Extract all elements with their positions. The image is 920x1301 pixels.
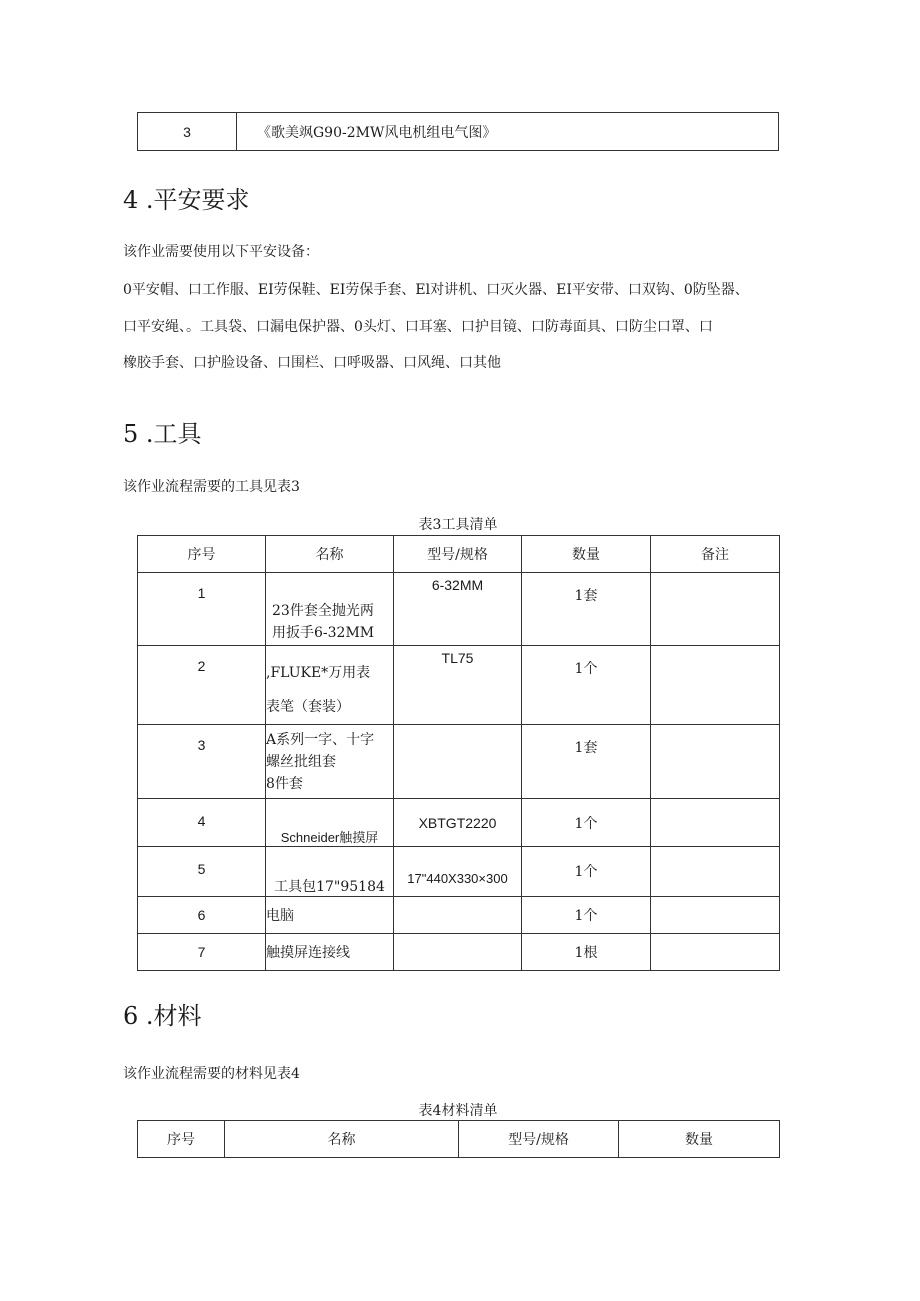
table-row <box>138 646 780 725</box>
header-qty: 数量 <box>522 536 651 573</box>
row-name-line: 触摸屏连接线 <box>266 945 350 961</box>
row-name <box>266 573 394 646</box>
row-note <box>651 799 780 847</box>
header-spec: 型号/规格 <box>394 536 522 573</box>
row-qty: 1个 <box>522 799 651 847</box>
section-5-intro: 该作业流程需要的工具见表3 <box>123 479 300 495</box>
row-no: 3 <box>138 725 266 799</box>
header-name: 名称 <box>266 536 394 573</box>
row-qty: 1套 <box>522 725 651 799</box>
row-no: 1 <box>138 573 266 646</box>
table-row <box>138 573 780 646</box>
row-name <box>266 847 394 897</box>
row-qty: 1套 <box>522 573 651 646</box>
header-qty: 数量 <box>619 1121 780 1158</box>
row-no: 2 <box>138 646 266 725</box>
row-note <box>651 646 780 725</box>
row-name-line: Schneider触摸屏 <box>280 830 379 845</box>
row-name <box>266 725 394 799</box>
row-name <box>266 646 394 725</box>
ref-no: 3 <box>138 113 237 151</box>
table-row <box>138 847 780 897</box>
equipment-line-3: 橡胶手套、口护脸设备、口围栏、口呼吸器、口风绳、口其他 <box>123 355 501 371</box>
row-name-line: ,FLUKE*万用表 <box>266 665 371 681</box>
tools-table-caption: 表3工具清单 <box>418 517 498 533</box>
reference-table <box>137 112 779 151</box>
row-spec <box>394 725 522 799</box>
row-spec: 6-32MM <box>394 573 522 646</box>
row-qty: 1个 <box>522 897 651 934</box>
header-name: 名称 <box>225 1121 459 1158</box>
row-name-line: 8件套 <box>266 776 303 792</box>
row-name-line: 23件套全抛光两 <box>272 603 374 619</box>
materials-table-caption: 表4材料清单 <box>418 1103 498 1119</box>
row-no: 4 <box>138 799 266 847</box>
tools-table <box>137 535 780 971</box>
table-header-row <box>138 1121 780 1158</box>
row-spec <box>394 897 522 934</box>
section-5-heading: 5 .工具 <box>123 420 202 448</box>
row-qty: 1个 <box>522 847 651 897</box>
row-name-line: 螺丝批组套 <box>266 754 336 770</box>
table-row <box>138 934 780 971</box>
table-row <box>138 897 780 934</box>
table-row <box>138 725 780 799</box>
header-no: 序号 <box>138 536 266 573</box>
row-note <box>651 847 780 897</box>
row-no: 5 <box>138 847 266 897</box>
row-spec: 17"440X330×300 <box>394 847 522 897</box>
ref-title: 《歌美飒G90-2MW风电机组电气图》 <box>237 113 779 151</box>
row-name-line: 工具包17"95184 <box>274 879 385 895</box>
row-name-line: A系列一字、十字 <box>266 732 375 748</box>
table-header-row <box>138 536 780 573</box>
table-row <box>138 799 780 847</box>
row-note <box>651 573 780 646</box>
row-note <box>651 934 780 971</box>
table-row <box>138 113 779 151</box>
row-spec <box>394 934 522 971</box>
row-name-line: 表笔（套装） <box>266 699 350 715</box>
row-name <box>266 799 394 847</box>
equipment-line-1: 0平安帽、口工作服、EI劳保鞋、EI劳保手套、El对讲机、口灭火器、EI平安带、口双钩、0防坠器、 <box>123 282 749 298</box>
row-qty: 1根 <box>522 934 651 971</box>
header-note: 备注 <box>651 536 780 573</box>
header-no: 序号 <box>138 1121 225 1158</box>
section-4-heading: 4 .平安要求 <box>123 186 250 214</box>
row-note <box>651 897 780 934</box>
header-spec: 型号/规格 <box>459 1121 619 1158</box>
row-qty: 1个 <box>522 646 651 725</box>
section-6-heading: 6 .材料 <box>123 1002 202 1030</box>
row-name-line: 电脑 <box>266 908 294 924</box>
row-note <box>651 725 780 799</box>
row-name <box>266 897 394 934</box>
equipment-line-2: 口平安绳、。工具袋、口漏电保护器、0头灯、口耳塞、口护目镜、口防毒面具、口防尘口罩、口 <box>123 319 713 335</box>
row-no: 7 <box>138 934 266 971</box>
row-name-line: 用扳手6-32MM <box>272 625 375 641</box>
materials-table <box>137 1120 780 1158</box>
row-spec: XBTGT2220 <box>394 799 522 847</box>
row-name <box>266 934 394 971</box>
row-no: 6 <box>138 897 266 934</box>
section-6-intro: 该作业流程需要的材料见表4 <box>123 1066 300 1082</box>
section-4-intro: 该作业需要使用以下平安设备： <box>123 244 319 260</box>
row-spec: TL75 <box>394 646 522 725</box>
